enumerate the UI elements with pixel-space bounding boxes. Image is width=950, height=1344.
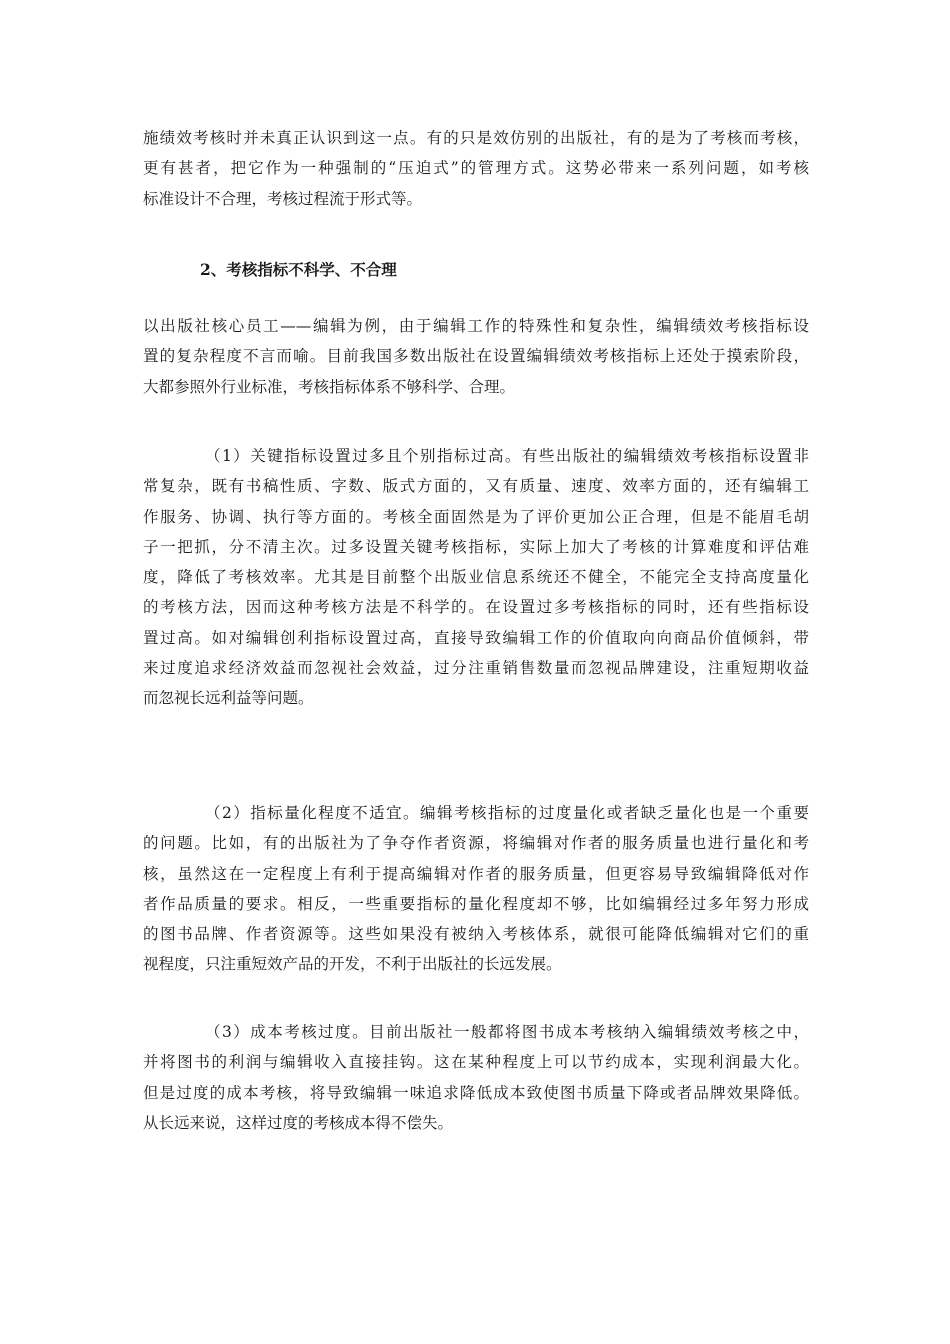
paragraph-line: 大都参照外行业标准，考核指标体系不够科学、合理。 — [143, 377, 516, 396]
paragraph-line: 并将图书的利润与编辑收入直接挂钩。这在某种程度上可以节约成本，实现利润最大化。 — [143, 1053, 809, 1072]
paragraph-line: 作服务、协调、执行等方面的。考核全面固然是为了评价更加公正合理，但是不能眉毛胡 — [143, 507, 809, 526]
paragraph-line: 者作品质量的要求。相反，一些重要指标的量化程度却不够，比如编辑经过多年努力形成 — [143, 894, 809, 913]
paragraph-line: 核，虽然这在一定程度上有利于提高编辑对作者的服务质量，但更容易导致编辑降低对作 — [143, 864, 809, 883]
paragraph-2 — [143, 311, 809, 402]
paragraph-line: 视程度，只注重短效产品的开发，不利于出版社的长远发展。 — [143, 955, 562, 974]
paragraph-4 — [143, 798, 809, 980]
paragraph-line: 以出版社核心员工——编辑为例，由于编辑工作的特殊性和复杂性，编辑绩效考核指标设 — [143, 317, 809, 335]
paragraph-line: （2）指标量化程度不适宜。编辑考核指标的过度量化或者缺乏量化也是一个重要 — [205, 804, 809, 822]
paragraph-line: 标准设计不合理，考核过程流于形式等。 — [143, 189, 423, 208]
paragraph-line: 置过高。如对编辑创利指标设置过高，直接导致编辑工作的价值取向向商品价值倾斜，带 — [143, 628, 809, 647]
paragraph-line: 而忽视长远利益等问题。 — [143, 689, 314, 708]
paragraph-line: （3）成本考核过度。目前出版社一般都将图书成本考核纳入编辑绩效考核之中， — [205, 1023, 809, 1041]
paragraph-line: 更有甚者，把它作为一种强制的“压迫式”的管理方式。这势必带来一系列问题，如考核 — [143, 159, 809, 178]
paragraph-line: 的考核方法，因而这种考核方法是不科学的。在设置过多考核指标的同时，还有些指标设 — [143, 598, 809, 617]
paragraph-line: 但是过度的成本考核，将导致编辑一味追求降低成本致使图书质量下降或者品牌效果降低。 — [143, 1083, 809, 1102]
paragraph-line: 度，降低了考核效率。尤其是目前整个出版业信息系统还不健全，不能完全支持高度量化 — [143, 568, 809, 587]
paragraph-line: 子一把抓，分不清主次。过多设置关键考核指标，实际上加大了考核的计算难度和评估难 — [143, 537, 809, 556]
section-heading: 2、考核指标不科学、不合理 — [200, 260, 397, 279]
paragraph-line: 来过度追求经济效益而忽视社会效益，过分注重销售数量而忽视品牌建设，注重短期收益 — [143, 659, 809, 678]
paragraph-1 — [143, 123, 809, 214]
paragraph-line: 的图书品牌、作者资源等。这些如果没有被纳入考核体系，就很可能降低编辑对它们的重 — [143, 925, 809, 944]
paragraph-line: 常复杂，既有书稿性质、字数、版式方面的，又有质量、速度、效率方面的，还有编辑工 — [143, 477, 809, 496]
paragraph-5 — [143, 1017, 809, 1138]
paragraph-line: 的问题。比如，有的出版社为了争夺作者资源，将编辑对作者的服务质量也进行量化和考 — [143, 834, 809, 853]
paragraph-3 — [143, 441, 809, 714]
paragraph-line: 施绩效考核时并未真正认识到这一点。有的只是效仿别的出版社，有的是为了考核而考核， — [143, 129, 809, 147]
paragraph-line: 从长远来说，这样过度的考核成本得不偿失。 — [143, 1113, 454, 1132]
paragraph-line: 置的复杂程度不言而喻。目前我国多数出版社在设置编辑绩效考核指标上还处于摸索阶段， — [143, 347, 809, 366]
paragraph-line: （1）关键指标设置过多且个别指标过高。有些出版社的编辑绩效考核指标设置非 — [205, 447, 809, 465]
